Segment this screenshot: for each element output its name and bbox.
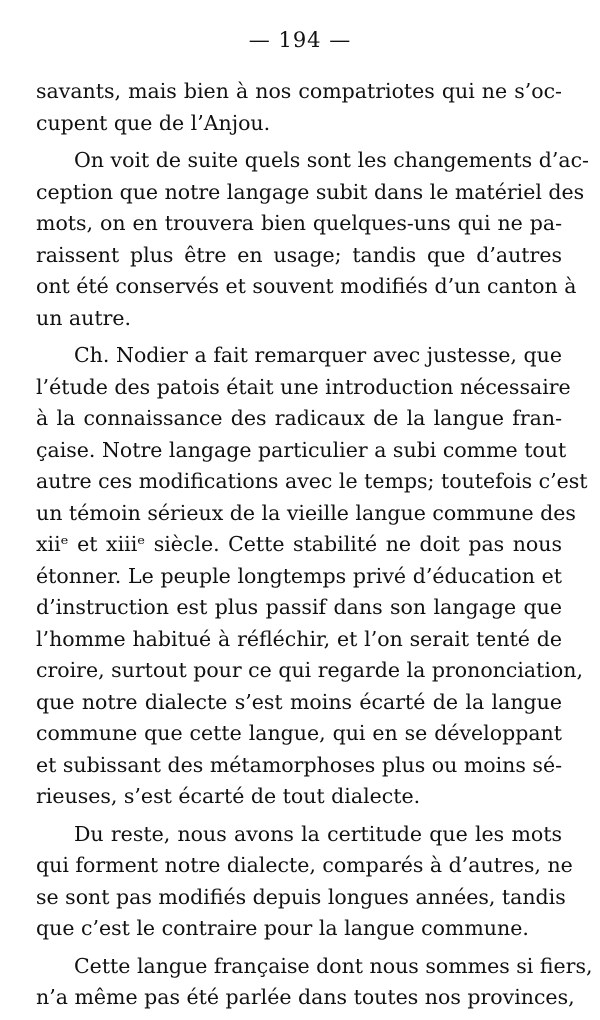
text-line: cupent que de l’Anjou. (36, 110, 271, 135)
body-text (36, 76, 593, 1020)
text-line: que notre dialecte s’est moins écarté de la langue (36, 689, 562, 714)
text-line: qui forment notre dialecte, comparés à d’autres, ne (36, 853, 573, 877)
text-line: croire, surtout pour ce qui regarde la prononciation, (36, 658, 583, 682)
text-line: autre ces modifications avec le temps; toutefois c’est (36, 469, 588, 493)
page-number-header: — 194 — (248, 28, 352, 52)
text-line: çaise. Notre langage particulier a subi comme tout (36, 437, 567, 462)
text-line: Cette langue française dont nous sommes si fiers, (74, 953, 593, 978)
paragraph-1 (36, 76, 562, 139)
text-line: d’instruction est plus passif dans son langage que (36, 595, 562, 619)
text-line: Ch. Nodier a fait remarquer avec justesse, que (74, 343, 562, 367)
text-line: ont été conservés et souvent modifiés d’un canton à (36, 274, 577, 298)
text-line: n’a même pas été parlée dans toutes nos provinces, (36, 985, 575, 1009)
text-line: raissent plus être en usage; tandis que d’autres (36, 242, 562, 267)
text-line: mots, on en trouvera bien quelques-uns qui ne pa- (36, 211, 562, 235)
text-line: Du reste, nous avons la certitude que les mots (74, 821, 562, 846)
text-line: l’étude des patois était une introduction nécessaire (36, 374, 571, 399)
text-line: un témoin sérieux de la vieille langue commune des (36, 500, 576, 525)
text-line: On voit de suite quels sont les changements d’ac- (74, 148, 589, 172)
paragraph-3 (36, 340, 588, 813)
text-line: un autre. (36, 305, 132, 330)
paragraph-2 (36, 145, 589, 334)
text-line: que c’est le contraire pour la langue commune. (36, 916, 529, 940)
text-line: et subissant des métamorphoses plus ou moins sé- (36, 752, 562, 777)
text-line: ception que notre langage subit dans le matériel des (36, 179, 585, 204)
text-line: xiiᵉ et xiiiᵉ siècle. Cette stabilité ne doit pas nous (36, 532, 562, 556)
text-line: l’homme habitué à réfléchir, et l’on serait tenté de (36, 626, 562, 651)
text-line: se sont pas modifiés depuis longues années, tandis (36, 884, 566, 909)
text-line: rieuses, s’est écarté de tout dialecte. (36, 784, 421, 808)
text-line: à la connaissance des radicaux de la langue fran- (36, 406, 562, 430)
text-line: étonner. Le peuple longtemps privé d’éducation et (36, 563, 562, 588)
text-line: commune que cette langue, qui en se développant (36, 721, 562, 745)
paragraph-5 (36, 951, 593, 1014)
paragraph-4 (36, 819, 573, 945)
text-line: savants, mais bien à nos compatriotes qui ne s’oc- (36, 79, 562, 103)
